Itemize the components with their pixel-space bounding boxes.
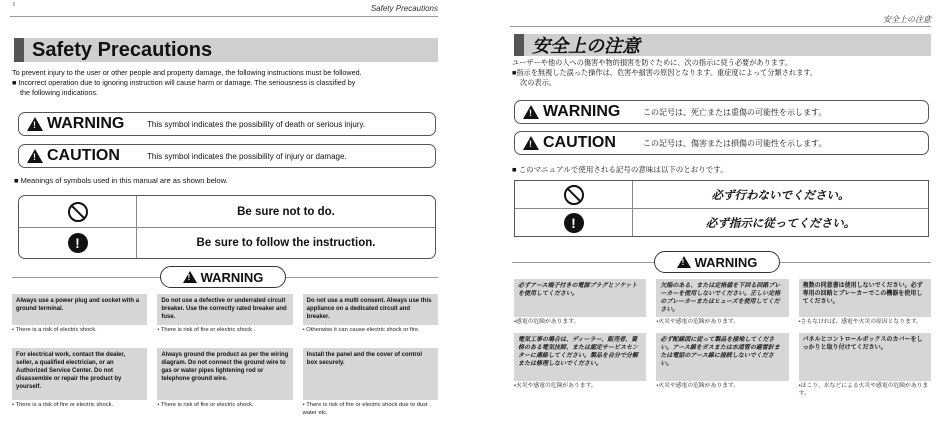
warning-card-note: • There is a risk of electric shock.	[12, 327, 97, 333]
warning-card-text: Install the panel and the cover of control box securely.	[303, 348, 438, 400]
intro-line-1: To prevent injury to the user or other people and property damage, the following instructions must be followed.	[12, 68, 362, 77]
warning-label: WARNING	[543, 103, 621, 120]
warning-card	[12, 348, 147, 417]
symbol-table	[514, 180, 929, 237]
warning-card-note: •火災や感電の危険があります。	[514, 383, 597, 389]
warning-card-text: 複数の同意書は使用しないでください。必ず専用の回路とブレーカーでこの機器を使用してください。	[799, 279, 931, 317]
caution-description: This symbol indicates the possibility of injury or damage.	[147, 151, 347, 161]
intro-line-2: ■ Incorrect operation due to ignoring instruction will cause harm or damage. The seriousness is classified by	[12, 78, 356, 87]
warning-card-note: •ほこり、水などによる火災や感電の危険があります。	[798, 383, 929, 397]
title-banner	[514, 34, 931, 56]
warning-signal-head	[19, 115, 147, 133]
warning-card	[303, 348, 438, 417]
warning-card-note: •感電の危険があります。	[514, 319, 580, 325]
meanings-line: ■ Meanings of symbols used in this manual are as shown below.	[14, 176, 228, 185]
warning-card-note: • There is a risk of fire or electric shock.	[12, 402, 114, 408]
page-title: Safety Precautions	[32, 38, 213, 61]
warning-card-text: Do not use a multi consent. Always use this appliance on a dedicated circuit and breaker.	[303, 294, 438, 325]
symbol-row-prohibit	[19, 196, 435, 227]
intro-line-2: ■指示を無視した誤った操作は、危害や損害の原因となります。重症度によって分類されます。	[512, 68, 818, 77]
intro-line-3: 次の表示。	[520, 78, 556, 87]
warning-cards-row-1	[12, 294, 438, 335]
mandatory-exclamation-icon: !	[68, 233, 88, 253]
warning-card	[12, 294, 147, 335]
warning-triangle-icon	[27, 117, 43, 131]
running-header: 安全上の注意	[883, 15, 931, 24]
symbol-table	[18, 195, 436, 259]
title-banner-mark	[514, 34, 524, 56]
warning-section-label: WARNING	[200, 269, 264, 285]
warning-card	[799, 333, 931, 398]
caution-label: CAUTION	[47, 147, 120, 164]
symbol-cell	[515, 209, 633, 236]
warning-label: WARNING	[47, 115, 125, 132]
intro-text	[12, 68, 438, 98]
warning-signal-head	[515, 103, 643, 121]
warning-cards-row-1	[514, 279, 931, 327]
page-title: 安全上の注意	[532, 36, 640, 56]
symbol-prohibit-text: 必ず行わないでください。	[711, 189, 850, 202]
warning-section-label: WARNING	[694, 254, 758, 270]
caution-signal-head	[515, 134, 643, 152]
japanese-page	[506, 0, 939, 427]
symbol-row-mandatory	[515, 208, 928, 236]
warning-card-note: • There is risk of fire or electric shock .	[157, 327, 256, 333]
warning-card	[303, 294, 438, 335]
warning-card	[656, 279, 788, 327]
symbol-prohibit-text: Be sure not to do.	[237, 205, 335, 218]
symbol-cell	[19, 196, 137, 227]
warning-section-pill	[654, 251, 780, 273]
running-header: Safety Precautions	[370, 4, 438, 13]
warning-card	[514, 279, 646, 327]
intro-line-1: ユーザーや他の人への傷害や物的損害を防ぐために、次の指示に従う必要があります。	[512, 58, 792, 67]
page-corner-mark: ı	[13, 1, 15, 8]
warning-description: この記号は、死亡または重傷の可能性を示します。	[643, 107, 827, 117]
warning-section-triangle-icon	[183, 271, 197, 283]
warning-cards-row-2	[514, 333, 931, 398]
header-rule	[510, 26, 931, 27]
prohibition-icon	[68, 202, 88, 222]
warning-card	[514, 333, 646, 398]
warning-signal-box	[514, 100, 929, 124]
warning-card-note: •さもなければ、感電や火災の原因となります。	[798, 319, 922, 325]
symbol-mandatory-text: 必ず指示に従ってください。	[705, 217, 856, 230]
warning-section-pill	[160, 266, 286, 288]
prohibition-icon	[564, 185, 584, 205]
symbol-mandatory-text: Be sure to follow the instruction.	[196, 237, 376, 249]
symbol-row-mandatory	[19, 227, 435, 258]
warning-card-text: Do not use a defective or underrated circuit breaker. Use the correctly rated breaker and fuse.	[157, 294, 292, 325]
warning-card-text: パネルとコントロールボックスのカバーをしっかりと取り付けてください。	[799, 333, 931, 381]
intro-line-3: the following indications.	[20, 88, 98, 97]
warning-card-text: 欠陥のある、または定格値を下回る回路ブレーカーを使用しないでください。正しい定格のブレーカーまたはヒューズを使用してください。	[656, 279, 788, 317]
warning-card	[157, 348, 292, 417]
symbol-cell	[515, 181, 633, 208]
intro-text	[512, 58, 931, 88]
warning-card	[799, 279, 931, 327]
caution-signal-head	[19, 147, 147, 165]
caution-description: この記号は、傷害または損傷の可能性を示します。	[643, 138, 827, 148]
mandatory-exclamation-icon: !	[564, 213, 584, 233]
header-rule	[10, 16, 438, 17]
caution-triangle-icon	[523, 136, 539, 150]
warning-section-triangle-icon	[677, 256, 691, 268]
warning-card-text: 電気工事の場合は、ディーラー、販売者、資格のある電気技師、または認定サービスセンターに連絡してください。製品を自分で分解または修理しないでください。	[514, 333, 646, 381]
warning-card	[157, 294, 292, 335]
meanings-line: ■ このマニュアルで使用される記号の意味は以下のとおりです。	[512, 165, 728, 174]
warning-card-note: •火災や感電の危険があります。	[656, 319, 740, 325]
caution-signal-box	[514, 131, 929, 155]
warning-cards-row-2	[12, 348, 438, 417]
title-banner-mark	[14, 38, 24, 62]
symbol-row-prohibit	[515, 181, 928, 208]
caution-signal-box	[18, 144, 436, 168]
warning-card-text: For electrical work, contact the dealer, seller, a qualified electrician, or an Authorized Service Center. Do not disassemble or repair the product by yourself.	[12, 348, 147, 400]
warning-card-text: Always ground the product as per the wiring diagram. Do not connect the ground wire to gas or water pipes lightening rod or telephone ground wire.	[157, 348, 292, 400]
warning-signal-box	[18, 112, 436, 136]
warning-card-note: • Otherwise it can cause electric shock or fire.	[302, 327, 420, 333]
caution-triangle-icon	[27, 149, 43, 163]
english-page	[0, 0, 446, 427]
warning-card-note: • There is risk of fire or electric shock.	[157, 402, 254, 408]
warning-card-note: • There is risk of fire or electric shock due to dust , water etc.	[302, 402, 431, 416]
warning-card-text: 必ずアース端子付きの電源プラグとソケットを使用してください。	[514, 279, 646, 317]
warning-card-note: •火災や感電の危険があります。	[656, 383, 740, 389]
warning-card-text: Always use a power plug and socket with a ground terminal.	[12, 294, 147, 325]
warning-description: This symbol indicates the possibility of death or serious injury.	[147, 119, 366, 129]
caution-label: CAUTION	[543, 134, 616, 151]
warning-triangle-icon	[523, 105, 539, 119]
warning-card	[656, 333, 788, 398]
symbol-cell	[19, 228, 137, 258]
warning-card-text: 必ず配線図に従って製品を接地してください。アース線をガスまたは水道管の避雷針または電話のアース線に接続しないでください。	[656, 333, 788, 381]
title-banner	[14, 38, 438, 62]
